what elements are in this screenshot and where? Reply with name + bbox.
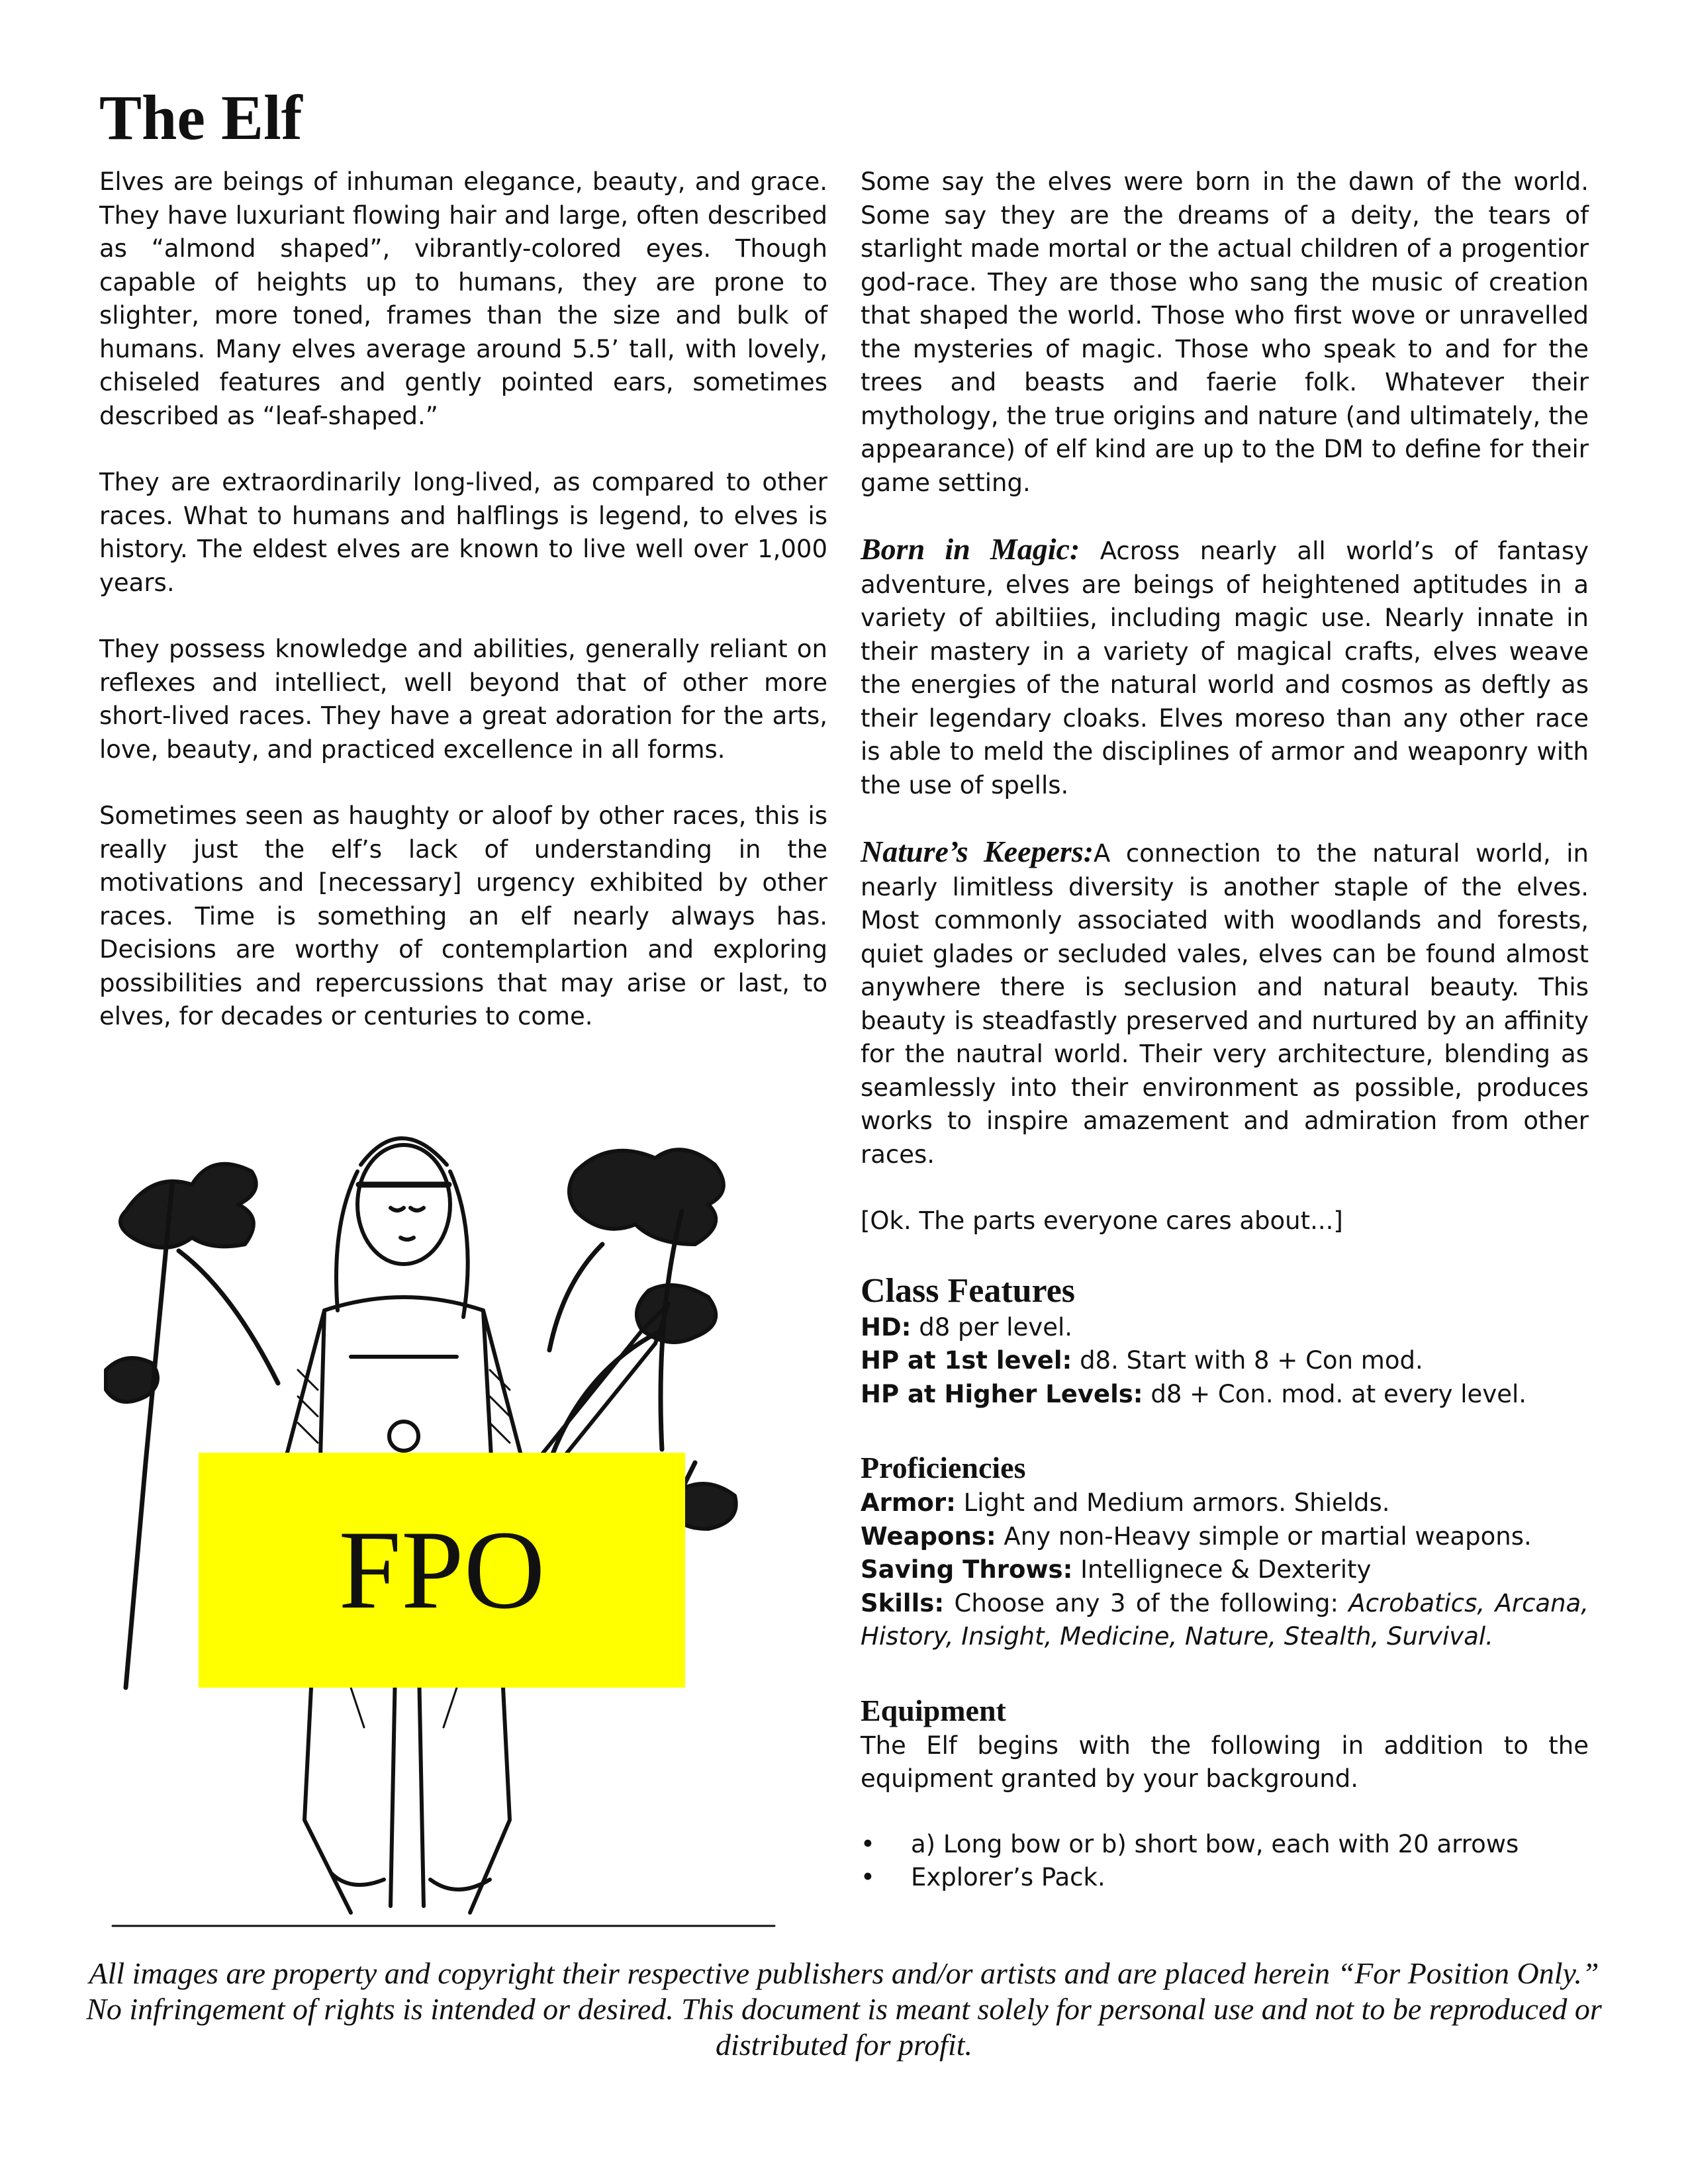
equipment-list bbox=[861, 1828, 1589, 1895]
natures-keepers-heading: Nature’s Keepers: bbox=[861, 835, 1094, 868]
equipment-heading: Equipment bbox=[861, 1693, 1006, 1727]
feature-row-hp-first: HP at 1st level: d8. Start with 8 + Con mod. bbox=[861, 1346, 1423, 1375]
born-in-magic-heading: Born in Magic: bbox=[861, 532, 1080, 566]
born-in-magic-paragraph bbox=[861, 533, 1589, 802]
equipment-section bbox=[861, 1692, 1589, 1895]
aside-note: [Ok. The parts everyone cares about...] bbox=[861, 1206, 1343, 1235]
equipment-item: • a) Long bow or b) short bow, each with 20 arrows bbox=[861, 1828, 1589, 1862]
class-features-section bbox=[861, 1271, 1589, 1412]
left-column bbox=[99, 165, 827, 1067]
fpo-placeholder: FPO bbox=[199, 1453, 685, 1688]
natures-keepers-paragraph bbox=[861, 835, 1589, 1171]
proficiencies-heading: Proficiencies bbox=[861, 1451, 1026, 1484]
proficiency-row-armor: Armor: Light and Medium armors. Shields. bbox=[861, 1488, 1390, 1517]
copyright-disclaimer: All images are property and copyright their respective publishers and/or artists and are placed herein “For Position Only.” No infringement of rights is intended or desired. This document is meant solely for personal use and not to be reproduced or distributed for profit. bbox=[86, 1956, 1602, 2062]
proficiency-row-saves: Saving Throws: Intellignece & Dexterity bbox=[861, 1555, 1372, 1584]
natures-keepers-text: A connection to the natural world, in nearly limitless diversity is another staple of the elves. Most commonly associated with woodlands and forests, quiet glades or secluded vales, elves can be found almost anywhere there is seclusion and natural beauty. This beauty is steadfastly preserved and nurtured by an affinity for the nautral world. Their very architecture, blending as seamlessly into their environment as possible, produces works to inspire amazement and admiration from other races. bbox=[861, 839, 1589, 1169]
proficiency-row-weapons: Weapons: Any non-Heavy simple or martial weapons. bbox=[861, 1522, 1532, 1551]
intro-paragraph: Elves are beings of inhuman elegance, beauty, and grace. They have luxuriant flowing hair and large, often described as “almond shaped”, vibrantly-colored eyes. Though capable of heights up to humans, they are prone to slighter, more toned, frames than the size and bulk of humans. Many elves average around 5.5’ tall, with lovely, chiseled features and gently pointed ears, sometimes described as “leaf-shaped.” bbox=[99, 167, 827, 430]
longevity-paragraph: They are extraordinarily long-lived, as compared to other races. What to humans and halflings is legend, to elves is history. The eldest elves are known to live well over 1,000 years. bbox=[99, 468, 827, 597]
class-features-heading: Class Features bbox=[861, 1271, 1076, 1310]
born-in-magic-text: Across nearly all world’s of fantasy adventure, elves are beings of heightened aptitudes in a variety of abiltiies, including magic use. Nearly innate in their mastery in a variety of magical crafts, elves weave the energies of the natural world and cosmos as deftly as their legendary cloaks. Elves moreso than any other race is able to meld the disciplines of armor and weaponry with the use of spells. bbox=[861, 537, 1589, 799]
origins-paragraph: Some say the elves were born in the dawn of the world. Some say they are the dreams of a deity, the tears of starlight made mortal or the actual children of a progentior god-race. They are those who sang the music of creation that shaped the world. Those who first wove or unravelled the mysteries of magic. Those who speak to and for the trees and beasts and faerie folk. Whatever their mythology, the true origins and nature (and ultimately, the appearance) of elf kind are up to the DM to define for their game setting. bbox=[861, 167, 1589, 497]
temperament-paragraph: Sometimes seen as haughty or aloof by other races, this is really just the elf’s lack of understanding in the motivations and [necessary] urgency exhibited by other races. Time is something an elf nearly always has. Decisions are worthy of contemplartion and exploring possibilities and repercussions that may arise or last, to elves, for decades or centuries to come. bbox=[99, 801, 827, 1030]
equipment-item: • Explorer’s Pack. bbox=[861, 1861, 1589, 1895]
page-title: The Elf bbox=[99, 82, 303, 153]
abilities-paragraph: They possess knowledge and abilities, generally reliant on reflexes and intelliect, well beyond that of other more short-lived races. They have a great adoration for the arts, love, beauty, and practiced excellence in all forms. bbox=[99, 635, 827, 764]
equipment-intro: The Elf begins with the following in addition to the equipment granted by your background. bbox=[861, 1731, 1589, 1793]
proficiencies-section bbox=[861, 1449, 1589, 1654]
proficiency-row-skills: Skills: Choose any 3 of the following: Acrobatics, Arcana, History, Insight, Medicine, Nature, Stealth, Survival. bbox=[861, 1588, 1589, 1651]
feature-row-hp-higher: HP at Higher Levels: d8 + Con. mod. at every level. bbox=[861, 1379, 1527, 1408]
right-column bbox=[861, 165, 1589, 1933]
feature-row-hd: HD: d8 per level. bbox=[861, 1312, 1073, 1342]
